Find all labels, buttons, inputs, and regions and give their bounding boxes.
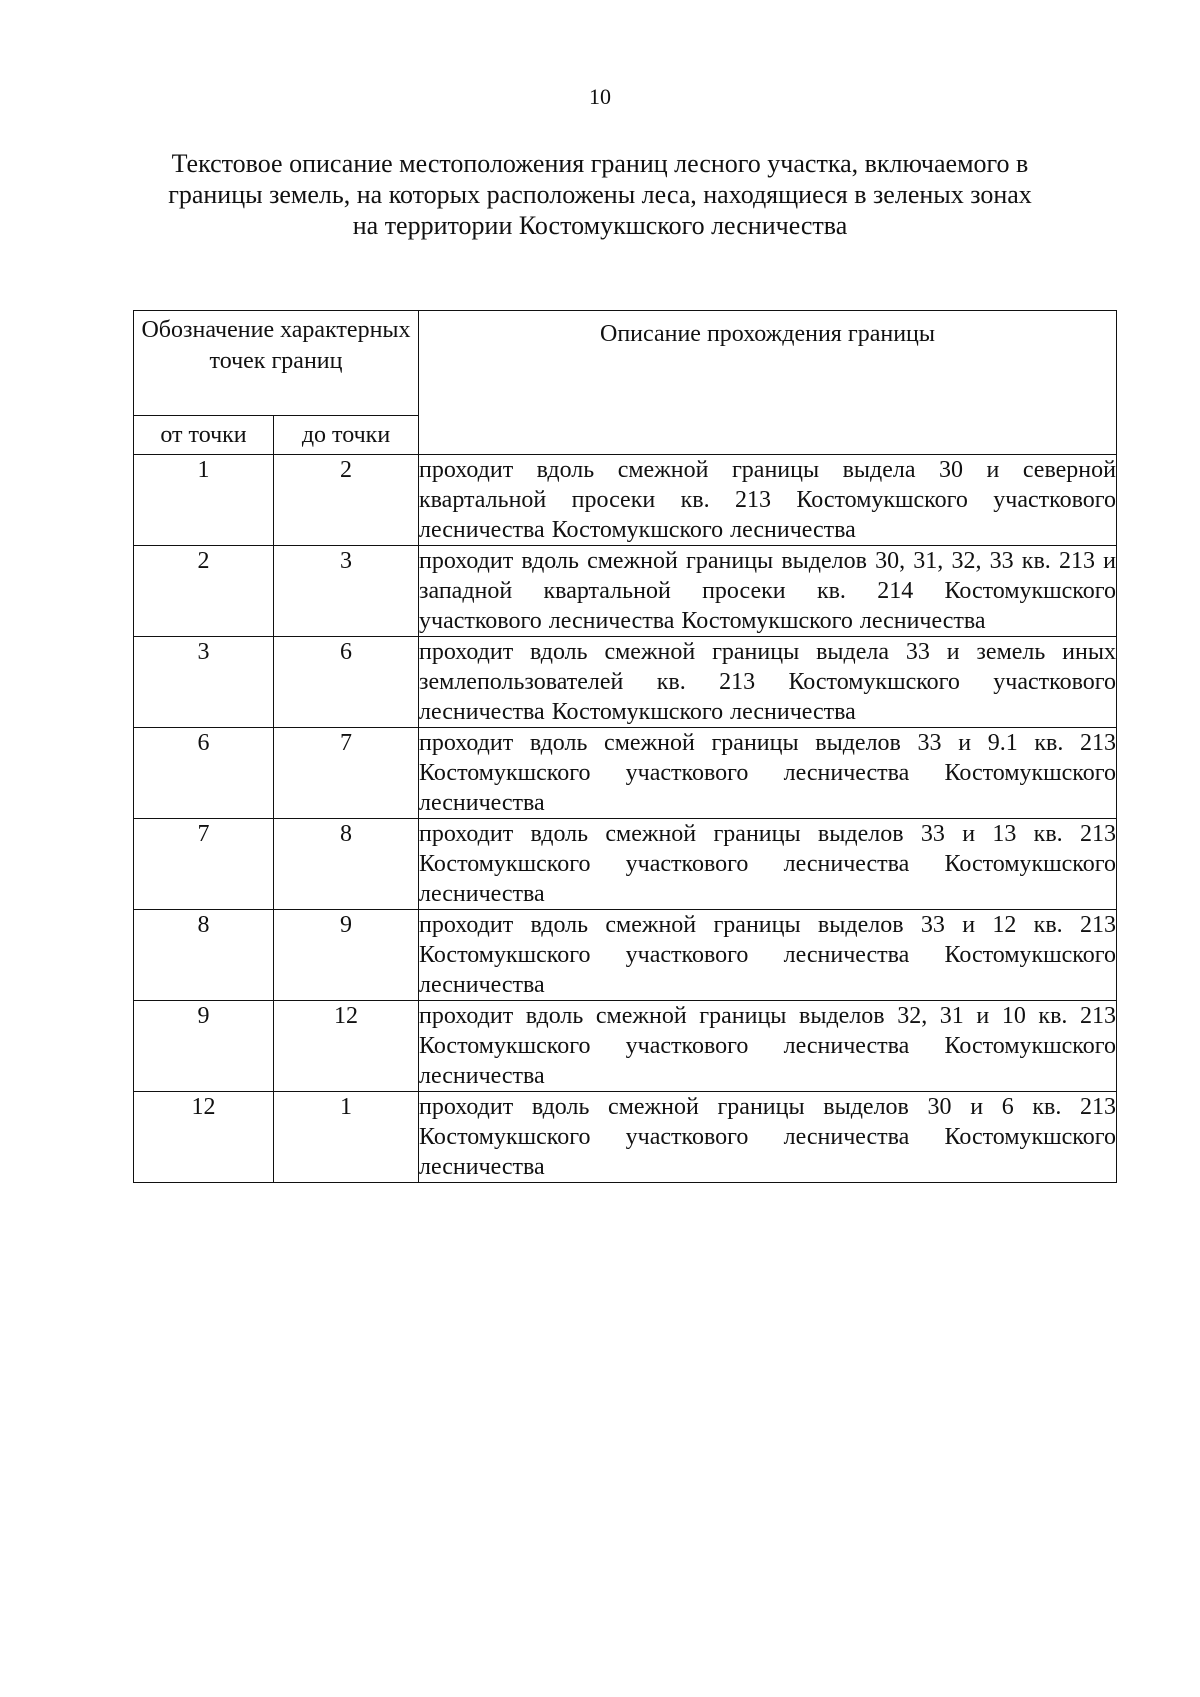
header-row: [134, 311, 1117, 416]
table-row: [134, 1092, 1117, 1183]
cell-from-point: 7: [134, 819, 274, 910]
header-description: Описание прохождения границы: [419, 311, 1117, 455]
cell-from-point: 8: [134, 910, 274, 1001]
header-from: от точки: [134, 416, 274, 455]
cell-to-point: 2: [274, 455, 419, 546]
cell-description: проходит вдоль смежной границы выдела 33 и земель иных землепользователей кв. 213 Костомукшского участкового лесничества Костомукшского лесничества: [419, 637, 1117, 728]
table-row: [134, 910, 1117, 1001]
title-line-3: на территории Костомукшского лесничества: [352, 211, 848, 240]
document-title: [120, 148, 1080, 241]
cell-to-point: 8: [274, 819, 419, 910]
cell-to-point: 9: [274, 910, 419, 1001]
title-line-1: Текстовое описание местоположения границ лесного участка, включаемого в: [171, 149, 1029, 178]
table-header: [134, 311, 1117, 455]
cell-from-point: 6: [134, 728, 274, 819]
cell-to-point: 7: [274, 728, 419, 819]
table-row: [134, 546, 1117, 637]
cell-from-point: 3: [134, 637, 274, 728]
cell-to-point: 1: [274, 1092, 419, 1183]
header-to: до точки: [274, 416, 419, 455]
cell-to-point: 12: [274, 1001, 419, 1092]
table-row: [134, 728, 1117, 819]
title-line-2: границы земель, на которых расположены леса, находящиеся в зеленых зонах: [168, 180, 1032, 209]
cell-description: проходит вдоль смежной границы выделов 33 и 9.1 кв. 213 Костомукшского участкового лесничества Костомукшского лесничества: [419, 728, 1117, 819]
header-points: Обозначение характерных точек границ: [134, 311, 419, 416]
table-body: [134, 455, 1117, 1183]
cell-description: проходит вдоль смежной границы выделов 33 и 13 кв. 213 Костомукшского участкового лесничества Костомукшского лесничества: [419, 819, 1117, 910]
cell-description: проходит вдоль смежной границы выделов 30 и 6 кв. 213 Костомукшского участкового лесничества Костомукшского лесничества: [419, 1092, 1117, 1183]
table-row: [134, 819, 1117, 910]
cell-to-point: 6: [274, 637, 419, 728]
page-number: 10: [589, 84, 611, 109]
cell-description: проходит вдоль смежной границы выделов 30, 31, 32, 33 кв. 213 и западной квартальной просеки кв. 214 Костомукшского участкового лесничества Костомукшского лесничества: [419, 546, 1117, 637]
cell-from-point: 1: [134, 455, 274, 546]
cell-from-point: 12: [134, 1092, 274, 1183]
table-row: [134, 1001, 1117, 1092]
cell-to-point: 3: [274, 546, 419, 637]
boundary-table: [133, 310, 1117, 1183]
table-row: [134, 637, 1117, 728]
cell-description: проходит вдоль смежной границы выдела 30 и северной квартальной просеки кв. 213 Костомукшского участкового лесничества Костомукшского лесничества: [419, 455, 1117, 546]
cell-description: проходит вдоль смежной границы выделов 32, 31 и 10 кв. 213 Костомукшского участкового лесничества Костомукшского лесничества: [419, 1001, 1117, 1092]
cell-description: проходит вдоль смежной границы выделов 33 и 12 кв. 213 Костомукшского участкового лесничества Костомукшского лесничества: [419, 910, 1117, 1001]
table-row: [134, 455, 1117, 546]
cell-from-point: 9: [134, 1001, 274, 1092]
cell-from-point: 2: [134, 546, 274, 637]
